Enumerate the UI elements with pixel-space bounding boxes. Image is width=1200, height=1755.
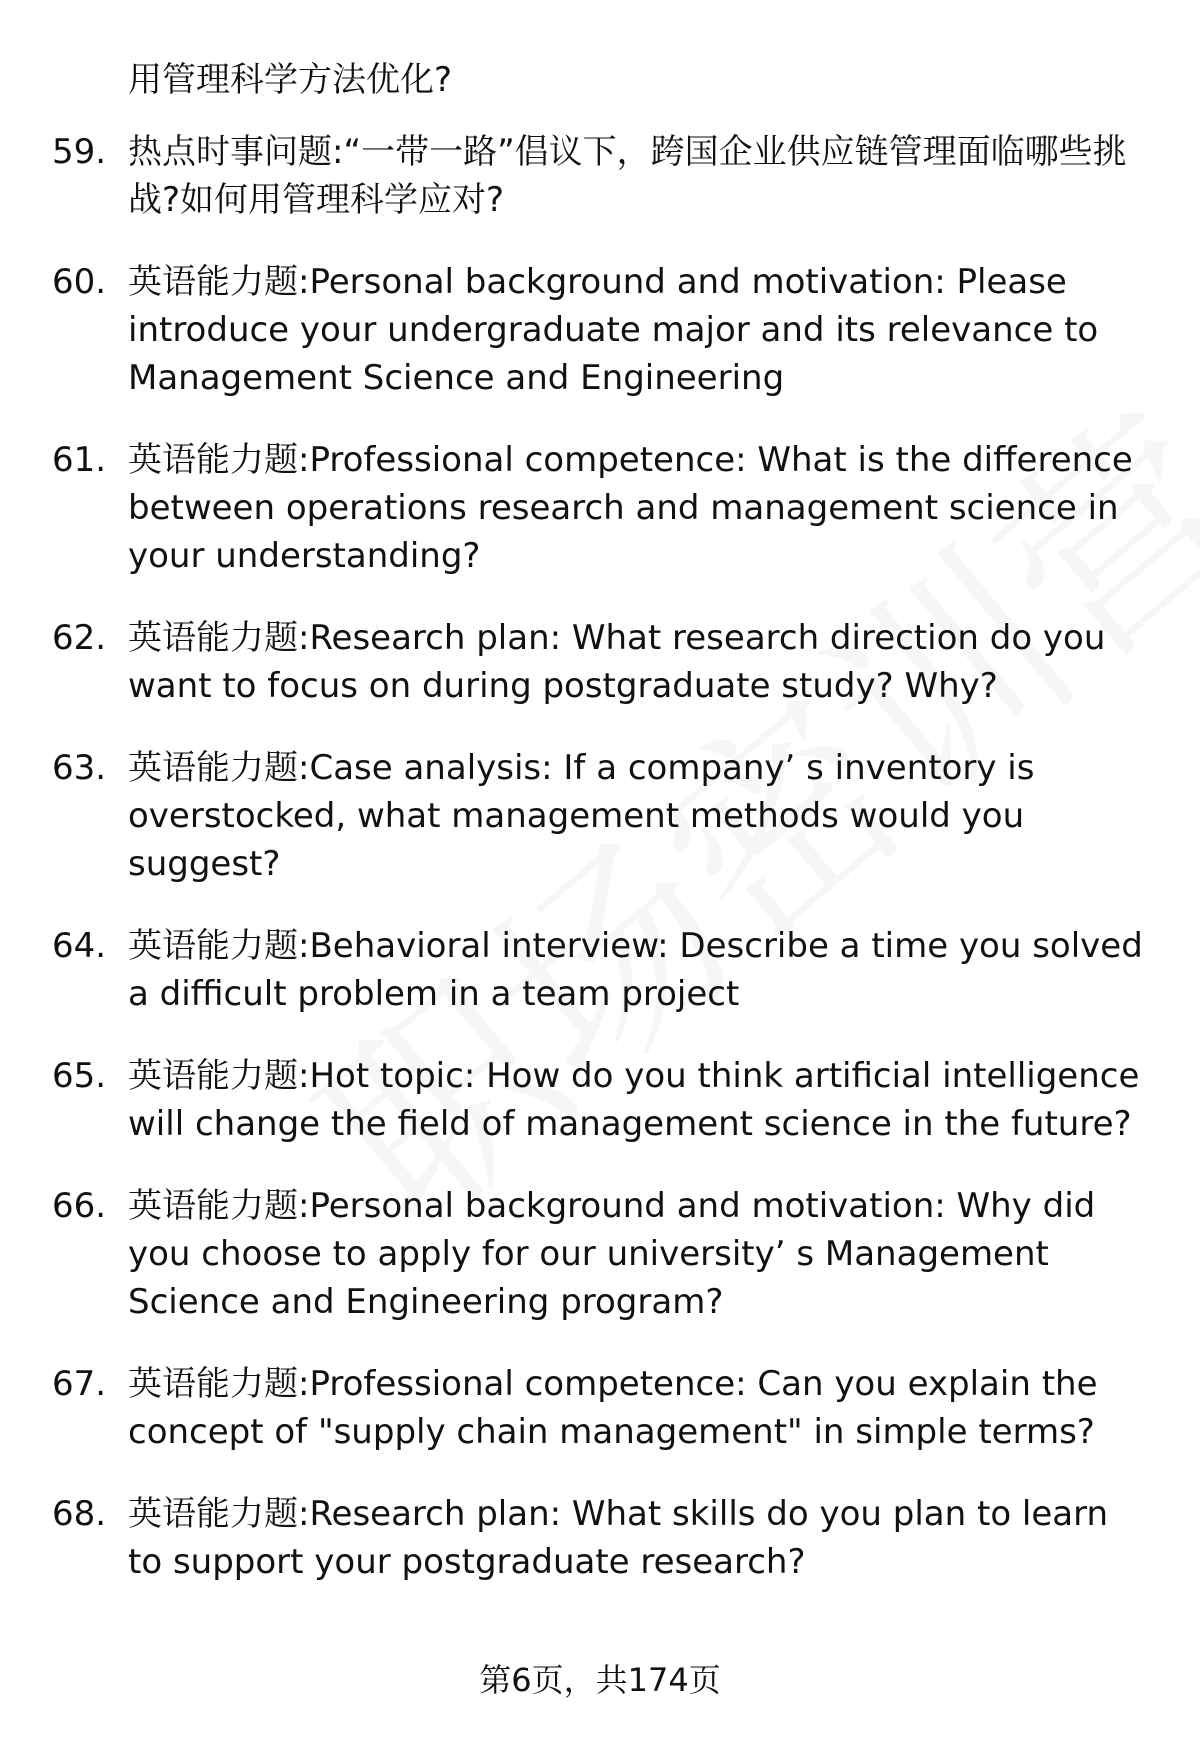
question-number: 66. [52,1186,107,1226]
question-number: 63. [52,748,107,788]
question-text: 英语能力题:Hot topic: How do you think artificial intelligence will change the field of management science in the future? [128,1056,1140,1144]
question-item [0,436,1200,580]
question-item [0,128,1200,224]
question-number: 65. [52,1056,107,1096]
question-item [0,614,1200,710]
question-number: 61. [52,440,107,480]
question-number: 60. [52,262,107,302]
question-item [0,1360,1200,1456]
question-text: 英语能力题:Research plan: What research direction do you want to focus on during postgraduate study? Why? [128,618,1106,706]
question-number: 67. [52,1364,107,1404]
question-text: 英语能力题:Case analysis: If a company’ s inventory is overstocked, what management methods would you suggest? [128,748,1035,884]
question-item [0,922,1200,1018]
question-text: 英语能力题:Personal background and motivation: Why did you choose to apply for our university’ s Management Science and Engineering program? [128,1186,1096,1322]
page-footer: 第6页，共174页 [479,1661,721,1699]
question-item [0,1490,1200,1586]
continuation-text: 用管理科学方法优化? [128,60,453,100]
question-number: 68. [52,1494,107,1534]
question-item [0,1182,1200,1326]
question-number: 62. [52,618,107,658]
question-item [0,744,1200,888]
question-text: 英语能力题:Personal background and motivation: Please introduce your undergraduate major and its relevance to Management Science and Engineering [128,262,1099,398]
question-text: 英语能力题:Professional competence: What is the difference between operations research and management science in your understanding? [128,440,1133,576]
question-list [0,128,1200,1620]
question-number: 59. [52,132,107,172]
question-text: 英语能力题:Professional competence: Can you explain the concept of "supply chain management" in simple terms? [128,1364,1098,1452]
question-item [0,258,1200,402]
question-text: 英语能力题:Behavioral interview: Describe a time you solved a difficult problem in a team project [128,926,1143,1014]
question-item [0,1052,1200,1148]
question-text: 英语能力题:Research plan: What skills do you plan to learn to support your postgraduate research? [128,1494,1109,1582]
question-text: 热点时事问题:“一带一路”倡议下，跨国企业供应链管理面临哪些挑战?如何用管理科学应对? [128,132,1127,220]
question-number: 64. [52,926,107,966]
